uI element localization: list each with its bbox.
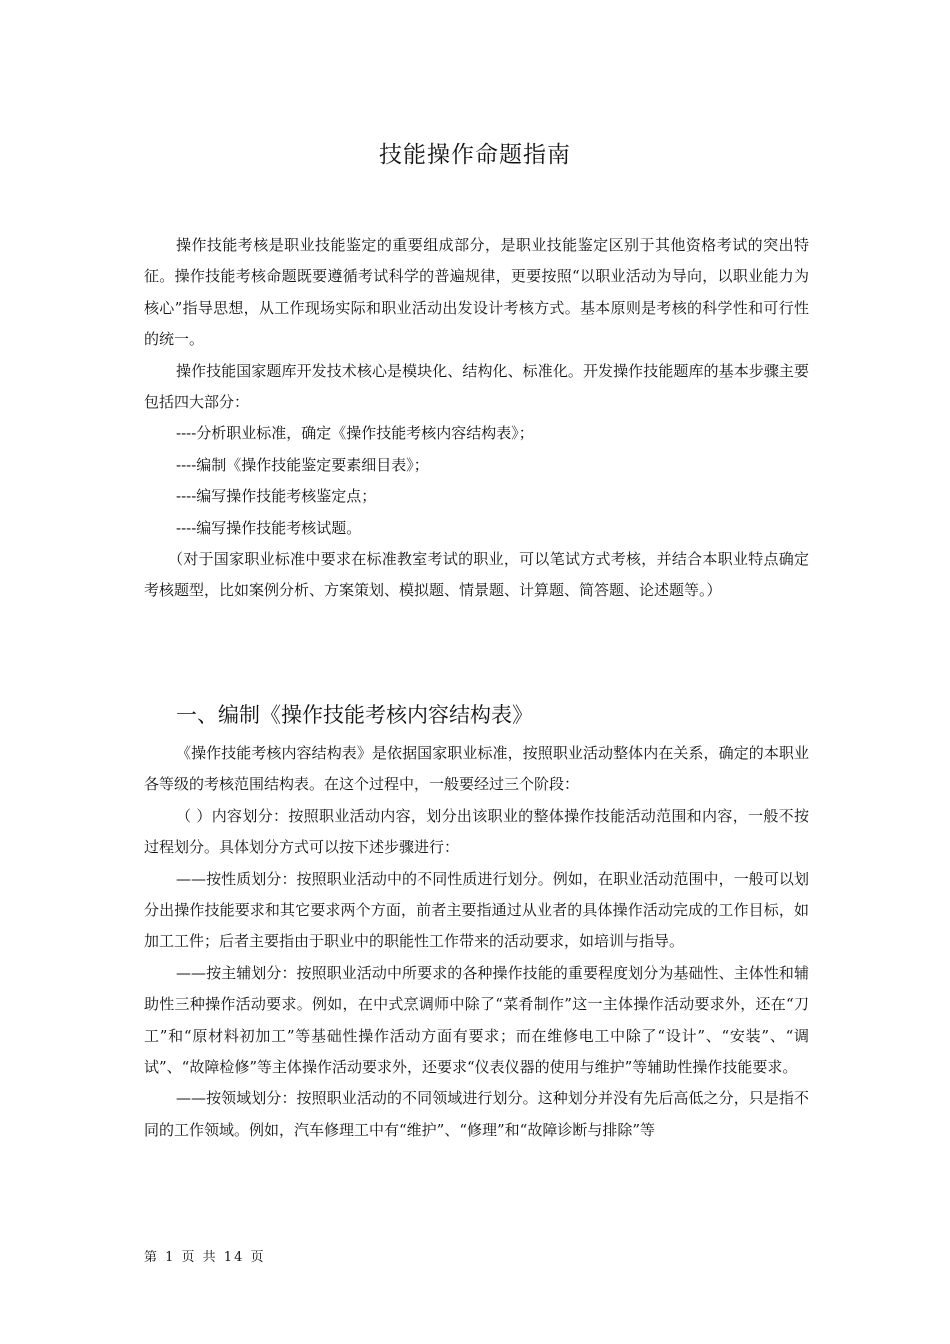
intro-paragraph: 操作技能考核是职业技能鉴定的重要组成部分，是职业技能鉴定区别于其他资格考试的突出特征。操作技能考核命题既要遵循考试科学的普遍规律，更要按照“以职业活动为导向，以职业能力为核心”指导思想，从工作现场实际和职业活动出发设计考核方式。基本原则是考核的科学性和可行性的统一。 (144, 236, 809, 349)
page-footer: 第 1 页 共 14 页 (144, 1250, 266, 1265)
section-1 (144, 696, 809, 1146)
intro-section (144, 230, 809, 607)
section-paragraph: 《操作技能考核内容结构表》是依据国家职业标准，按照职业活动整体内在关系，确定的本职业各等级的考核范围结构表。在这个过程中，一般要经过三个阶段： (144, 744, 809, 794)
section-paragraph: ——按性质划分：按照职业活动中的不同性质进行划分。例如，在职业活动范围中，一般可以划分出操作技能要求和其它要求两个方面，前者主要指通过从业者的具体操作活动完成的工作目标，如加工工件；后者主要指由于职业中的职能性工作带来的活动要求，如培训与指导。 (144, 869, 809, 951)
step-item: ----编写操作技能考核鉴定点； (176, 487, 377, 506)
section-paragraph: ——按领域划分：按照职业活动的不同领域进行划分。这种划分并没有先后高低之分，只是指不同的工作领域。例如，汽车修理工中有“维护”、“修理”和“故障诊断与排除”等 (144, 1089, 809, 1139)
step-item: ----分析职业标准，确定《操作技能考核内容结构表》； (176, 424, 534, 443)
step-item: ----编制《操作技能鉴定要素细目表》； (176, 455, 429, 474)
intro-note: （对于国家职业标准中要求在标准教室考试的职业，可以笔试方式考核，并结合本职业特点确定考核题型，比如案例分析、方案策划、模拟题、情景题、计算题、简答题、论述题等。） (144, 550, 809, 600)
section-paragraph: （ ）内容划分：按照职业活动内容，划分出该职业的整体操作技能活动范围和内容，一般不按过程划分。具体划分方式可以按下述步骤进行： (144, 806, 809, 857)
intro-paragraph: 操作技能国家题库开发技术核心是模块化、结构化、标准化。开发操作技能题库的基本步骤主要包括四大部分： (144, 361, 809, 412)
section-paragraph: ——按主辅划分：按照职业活动中所要求的各种操作技能的重要程度划分为基础性、主体性和辅助性三种操作活动要求。例如，在中式烹调师中除了“菜肴制作”这一主体操作活动要求外，还在“刀工”和“原材料初加工”等基础性操作活动方面有要求；而在维修电工中除了“设计”、“安装”、“调试”、“故障检修”等主体操作活动要求外，还要求“仪表仪器的使用与维护”等辅助性操作技能要求。 (144, 963, 809, 1077)
document-title: 技能操作命题指南 (379, 142, 571, 168)
step-item: ----编写操作技能考核试题。 (176, 518, 362, 537)
section-heading: 一、编制《操作技能考核内容结构表》 (176, 703, 533, 727)
